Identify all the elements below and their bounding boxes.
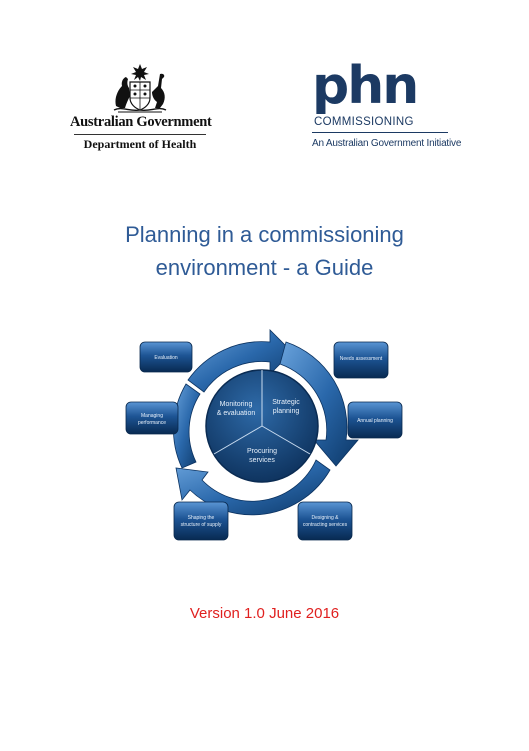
title-line-2: environment - a Guide [155, 255, 374, 280]
svg-text:Needs assessment: Needs assessment [339, 356, 383, 362]
coat-of-arms-icon [108, 62, 172, 114]
government-name: Australian Government [70, 114, 212, 130]
svg-text:Designing &: Designing & [311, 515, 339, 521]
title-line-1: Planning in a commissioning [125, 222, 404, 247]
phn-divider [312, 132, 448, 133]
segment-procuring-line2: services [249, 457, 275, 464]
svg-text:Shaping the: Shaping the [187, 515, 215, 521]
phn-commissioning-logo [312, 56, 462, 154]
department-name: Department of Health [83, 137, 197, 151]
phn-commissioning-label: COMMISSIONING [314, 116, 414, 128]
segment-strategic-line2: planning [272, 408, 300, 415]
box-annual-planning [348, 402, 402, 438]
phn-initiative-label: An Australian Government Initiative [312, 138, 462, 149]
svg-text:performance: performance [137, 420, 167, 426]
segment-procuring-line1: Procuring [247, 448, 277, 455]
box-evaluation [140, 342, 192, 372]
segment-monitoring-line1: Monitoring [219, 401, 253, 408]
segment-strategic-line1: Strategic [272, 399, 300, 406]
commissioning-cycle-diagram [110, 320, 420, 550]
svg-text:contracting services: contracting services [302, 522, 348, 528]
version-label: Version 1.0 June 2016 [189, 605, 340, 622]
svg-text:Annual planning: Annual planning [357, 418, 393, 424]
svg-text:Evaluation: Evaluation [154, 355, 178, 361]
box-shaping-supply [174, 502, 228, 540]
svg-text:Managing: Managing [141, 413, 163, 419]
australian-government-logo [70, 62, 210, 154]
document-title [60, 218, 469, 284]
government-divider [74, 134, 206, 135]
segment-monitoring-line2: & evaluation [216, 410, 256, 417]
box-designing-contracting [298, 502, 352, 540]
box-needs-assessment [334, 342, 388, 378]
svg-text:structure of supply: structure of supply [180, 522, 222, 528]
phn-wordmark: phn [312, 56, 418, 116]
box-managing-performance [126, 402, 178, 434]
